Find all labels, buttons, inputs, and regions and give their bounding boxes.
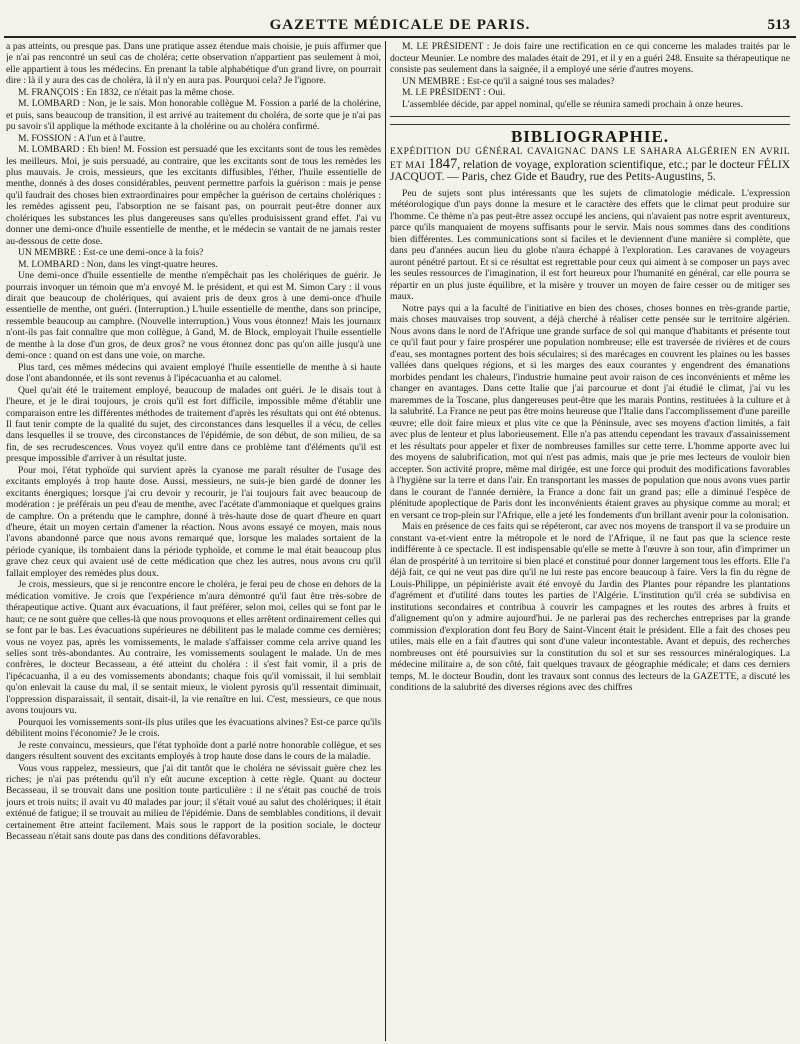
page-header: [0, 0, 800, 34]
page-number: 513: [767, 17, 790, 33]
paragraph: L'assemblée décide, par appel nominal, qu'elle se réunira samedi prochain à onze heures.: [402, 98, 743, 110]
paragraph: M. LOMBARD : Non, je le sais. Mon honorable collègue M. Fossion a parlé de la cholérine, et puis, sans beaucoup de transition, il est arrivé au traitement du choléra, de sorte que je n'ai pas pu savoir s'il applique la méthode excitante à la cholérine ou au choléra confirmé.: [6, 98, 381, 133]
paragraph: Une demi-once d'huile essentielle de menthe n'empêchait pas les cholériques de guérir. Je pourrais invoquer un témoin que m'a envoyé M. le président, et qui est M. Simon Cary : il vous dirait que beaucoup de cholériques, qui avaient pris de deux gros à une demi-once d'huile essentielle de menthe, ont guéri. (Interruption.) L'huile essentielle de menthe, dans son principe, ressemble beaucoup au camphre. (Nouvelle interruption.) Vous vous étonnez! Mais les journaux n'ont-ils pas fait connaître que mon collègue, à Gand, M. de Block, employait l'huile essentielle de menthe à la dose d'un gros, de deux gros? ne vous étonnez donc pas qu'on aille jusqu'à une demi-once : quand on est dans une voie, on marche.: [6, 270, 381, 362]
paragraph: Pour moi, l'état typhoïde qui survient après la cyanose me paraît résulter de l'usage des excitants employés à trop haute dose. Aussi, messieurs, ne suis-je bien gardé de donner les excitants énergiques; lorsque j'ai cru devoir y recourir, je l'ai toujours fait avec beaucoup de modération : je préférais un peu d'eau de menthe, avec l'acétate d'ammoniaque et quelques grains de camphre. On a prétendu que le camphre, donné à très-haute dose de quart d'heure en quart d'heure, était un moyen certain d'amener la réaction. Nous avons essayé ce moyen, mais nous l'avons abandonné parce que nous avons remarqué que, lorsque les malades sortaient de la période cyanique, ils tombaient dans la période typhoïde, et comme le mal était beaucoup plus grave chez ceux qui avaient usé de cette médication que chez les autres, nous avons cru qu'il fallait employer des remèdes plus doux.: [6, 464, 381, 579]
paragraph: M. FRANÇOIS : En 1832, ce n'était pas la même chose.: [18, 86, 235, 98]
column-divider: [385, 41, 386, 1041]
section-rule-thin: [390, 124, 790, 125]
paragraph: M. FOSSION : A l'un et à l'autre.: [18, 132, 146, 144]
paragraph: M. LE PRÉSIDENT : Je dois faire une rectification en ce qui concerne les malades traités par le docteur Meunier. Le nombre des malades était de 291, et il y en a guéri 248. Ensuite sa thérapeutique ne consiste pas seulement dans la saignée, il a employé une série d'autres moyens.: [390, 41, 790, 75]
paragraph: M. LE PRÉSIDENT : Oui.: [402, 87, 506, 98]
paragraph: Mais en présence de ces faits qui se répéteront, car avec nos moyens de transport il va se produire un constant va-et-vient entre la métropole et le nord de l'Afrique, il ne faut pas que la science reste indifférente à ce spectacle. Il est indispensable qu'elle se mette à l'œuvre à son tour, afin d'imprimer un élan de prospérité à un territoire si bien placé et constitué pour donner largement tous les efforts. Elle l'a déjà fait, ce qui ne veut pas dire qu'il ne lui reste pas encore beaucoup à faire. Vers la fin du règne de Louis-Philippe, un pépiniériste avait été envoyé du Jardin des Plantes pour répandre les plantations d'agrément et d'utilité dans toutes les parties de l'Algérie. L'institution qu'il créa se subdivisa en institutions secondaires et contribua à couvrir les campagnes et les routes des arbres à fruits et d'alignement qu'on y admire aujourd'hui. Je ne parlerai pas des recherches entreprises par la grande commission d'exploration dont feu Bory de Saint-Vincent était le président. Elle a fait des choses peu utiles, mais elle en a fait d'autres qui sont d'une valeur incontestable. Avant et depuis, des recherches nombreuses ont été poursuivies sur la constitution du sol et sur ses ressources minéralogiques. La médecine militaire a, de son côté, fait quelques travaux de géographie médicale; et dans ces derniers temps, M. le docteur Boudin, dont les travaux sont connus des lecteurs de la GAZETTE, a discuté les conditions de la salubrité des diverses régions avec des chiffres: [390, 521, 790, 694]
book-title: EXPÉDITION DU GÉNÉRAL CAVAIGNAC DANS LE SAHARA ALGÉRIEN EN AVRIL ET MAI: [390, 147, 790, 171]
right-column: [390, 41, 790, 1041]
paragraph: UN MEMBRE : Est-ce qu'il a saigné tous ses malades?: [402, 75, 615, 87]
header-rule: [4, 36, 796, 38]
book-details: , relation de voyage, exploration scientifique, etc.; par le docteur FÉLIX JACQUOT. — Paris, chez Gide et Baudry, rue des Petits-Augustins, 5.: [390, 158, 790, 184]
paragraph: Je crois, messieurs, que si je rencontre encore le choléra, je ferai peu de chose en dehors de la médication vomitive. Je crois que l'expérience m'aura démontré qu'il faut être très-sobre de thérapeutique active. Quant aux évacuations, il faut préférer, selon moi, celles qui se font par le haut; ce ne sont guère que celles-là que nous provoquons et elles arrêtent ordinairement celles qui se font par le bas. Les évacuations supérieures ne débilitent pas le malade comme ces dernières; vous ne voyez pas, après les vomissements, le malade s'affaisser comme cela arrive quand les selles sont très-abondantes. Au contraire, les vomissements soulagent le malade. Un de mes confrères, le docteur Becasseau, a été atteint du choléra : il s'est fait vomir, il a pris de l'ipécacuanha, il a eu des vomissements abondants; chaque fois qu'il vomissait, il lui semblait qu'on enlevait la cause du mal, il se sentait mieux, le violent pyrosis qu'il ressentait diminuait, l'oppression disparaissait, il sentait, disait-il, la vie renaître en lui. C'est, messieurs, ce que nous avons toujours vu.: [6, 579, 381, 717]
paragraph: Peu de sujets sont plus intéressants que les sujets de climatologie médicale. L'expression météorologique d'un pays donne la mesure et le caractère des effets que le climat peut produire sur l'homme. Ce thème n'a pas peut-être assez occupé les anciens, qui n'avaient pas notre esprit aventureux, parce qu'ils manquaient de moyens suffisants pour le servir. Mais nous sommes dans des conditions bien différentes. Les communications sont si faciles et le deviennent d'une manière si complète, que dans peu d'années aucun lieu du globe n'aura échappé à l'exploration. Les caravanes de voyageurs auront pénétré partout. Et si ce résultat est regrettable pour ceux qui aiment à se composer un pays avec les seules ressources de l'imagination, il est fort heureux pour l'humanité en général, car elle pourra se répartir en un plus juste équilibre, et la misère y trouver un moyen de faire cesser ou de mitiger ses maux.: [390, 187, 790, 303]
paragraph: M. LOMBARD : Non, dans les vingt-quatre heures.: [18, 258, 218, 270]
paragraph: Notre pays qui a la faculté de l'initiative en bien des choses, choses bonnes en très-grande partie, mais choses mauvaises trop souvent, a déjà cherché à réaliser cette pensée sur le territoire algérien. Nous avons dans le nord de l'Afrique une grande surface de sol qui manque d'habitants et présente tout ce qu'il faut pour y faire prospérer une population nombreuse; elle est traversée de rivières et de cours d'eau, ses montagnes portent des bois séculaires; si des marécages en couvrent les plaines ou les basses vallées dans quelques régions, et si les marges des eaux courantes y engendrent des émanations morbides pendant les chaleurs, l'industrie humaine peut avoir raison de ces inconvénients et même les changer en avantages. Dans cette Italie que j'ai parcourue et dont j'ai étudié le climat, j'ai vu les maremmes de la Toscane, plus dangereuses peut-être que les marais Pontins, restituées à la culture et à la salubrité. La France ne peut pas être moins heureuse que l'Italie dans l'accomplissement d'une pareille œuvre; elle doit faire mieux et plus vite ce que la Péninsule, avec ses moyens d'action limités, a fait avec plus de lenteur et plus laborieusement. Elle n'a pas attendu cependant les travaux d'assainissement et les résultats pour appeler et fixer de nombreuses familles sur cette terre. L'homme apporte avec lui des moyens de salubrification, mot qui n'est pas admis, mais que je prie mes lecteurs de vouloir bien accepter. Son activité propre, même mal dirigée, est une force qui produit des modifications favorables à l'hygiène sur la terre et dans l'air. En transportant les masses de population que nous avons vues partir dans le courant de l'année dernière, la France a donc fait un grand pas; elle a diminué l'espèce de plénitude apoplectique de Paris dont les inconvénients étaient graves au physique comme au moral; et en versant ce trop-plein sur l'Afrique, elle a jeté les fondements d'un brillant avenir pour la colonisation.: [390, 302, 790, 521]
paragraph: Je reste convaincu, messieurs, que l'état typhoïde dont a parlé notre honorable collègue, et ses dangers résultent souvent des excitants employés à trop haute dose dans le cours de la maladie.: [6, 739, 381, 763]
book-reference: [390, 146, 790, 184]
paragraph: Vous vous rappelez, messieurs, que j'ai dit tantôt que le choléra ne sévissait guère chez les riches; je n'ai pas prétendu qu'il n'y eût aucune exception à cette règle. Quant au docteur Becasseau, il se trouvait dans une position toute particulière : il ne s'était pas couché de trois jours et trois nuits; il avait vu 40 malades par jour; il s'était voué au salut des cholériques; il était exténué de fatigue; il se trouvait au milieu de l'épidémie. Dans de semblables conditions, il devait certainement être atteint facilement. Mais sous le rapport de la position sociale, le docteur Becasseau n'était sans doute pas dans des conditions défavorables.: [6, 762, 381, 843]
bibliography-heading: BIBLIOGRAPHIE.: [510, 127, 670, 146]
paragraph: UN MEMBRE : Est-ce une demi-once à la fois?: [18, 247, 204, 259]
paragraph: a pas atteints, ou presque pas. Dans une pratique assez étendue mais choisie, je puis affirmer que je n'ai pas rencontré un seul cas de choléra; cette observation n'appartient pas seulement à moi, elle appartient à tous les médecins. En prenant la table alphabétique d'un grand livre, on pourrait dire : là il y aura des cas de choléra, là il n'y en aura pas. Pourquoi cela? Je l'ignore.: [6, 41, 381, 87]
section-rule: [390, 116, 790, 117]
paragraph: M. LOMBARD : Eh bien! M. Fossion est persuadé que les excitants sont de tous les remèdes les meilleurs. Moi, je suis persuadé, au contraire, que les excitants sont de tous les remèdes les plus mauvais. Je crois, messieurs, que les excitants diffusibles, l'éther, l'huile essentielle de menthe, donnés à des doses considérables, peuvent permettre parfois la guérison : mais je pense qu'il faudrait des choses bien extraordinaires pour empêcher la guérison de certains cholériques : les remèdes agissent peu, l'absorption ne se faisant pas, on pourrait peut-être donner aux cholériques les substances les plus dangereuses sans qu'elles produisissent grand effet. J'ai vu donner une demi-once d'huile essentielle de menthe, et le médecin se vantait de ne jamais rester au-dessous de cette dose.: [6, 144, 381, 247]
paragraph: Plus tard, ces mêmes médecins qui avaient employé l'huile essentielle de menthe à si haute dose l'ont abandonnée, et ils sont revenus à l'ipécacuanha et au calomel.: [6, 361, 381, 385]
paragraph: Pourquoi les vomissements sont-ils plus utiles que les évacuations alvines? Est-ce parce qu'ils débilitent moins l'économie? Je le crois.: [6, 716, 381, 740]
paragraph: Quel qu'ait été le traitement employé, beaucoup de malades ont guéri. Je le disais tout à l'heure, et je le dirai toujours, je crois qu'il est fort difficile, impossible même d'établir une comparaison entre les différentes méthodes de traitement d'après les résultats qui ont été obtenus. Il faut tenir compte de la qualité du sujet, des circonstances dans lesquelles il a vécu, de celles dans lesquelles il se trouve, des circonstances de l'épidémie, de son début, de son milieu, de sa fin, de ses recrudescences. Vous voyez qu'il entre dans ce problème tant d'éléments qu'il est presque impossible d'arriver à un résultat juste.: [6, 384, 381, 465]
left-column: [6, 41, 381, 1041]
journal-title: GAZETTE MÉDICALE DE PARIS.: [269, 17, 531, 33]
book-year: 1847: [428, 155, 458, 172]
